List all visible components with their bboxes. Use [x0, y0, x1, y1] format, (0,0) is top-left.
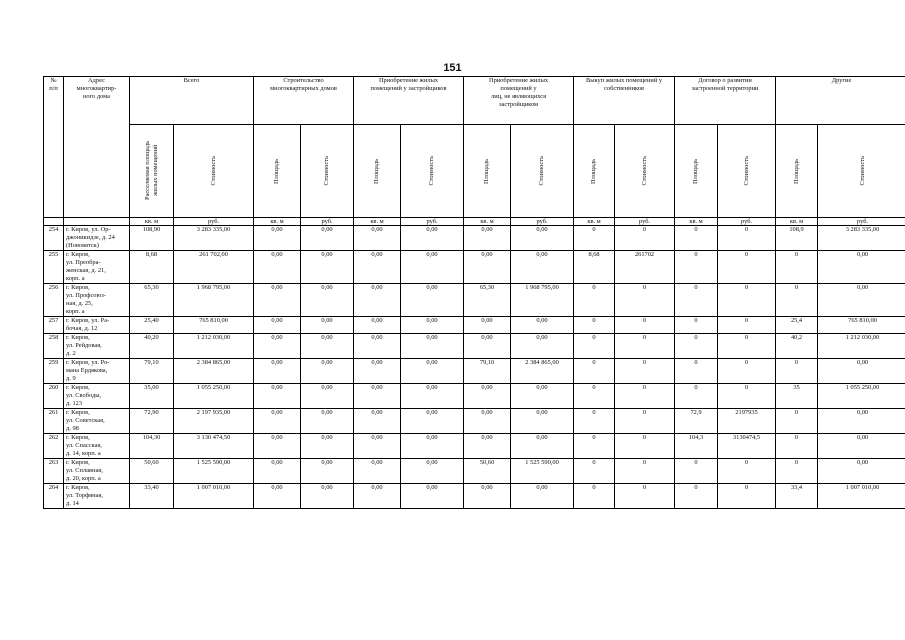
row-address: г. Киров, ул. Спасская, д. 14, корп. а — [64, 434, 130, 459]
cell-area: 0 — [776, 459, 818, 484]
row-address: г. Киров, ул. Ор- джоникидзе, д. 24 (Нововятск) — [64, 226, 130, 251]
cell-cost: 0,00 — [401, 459, 464, 484]
cell-area: 79,10 — [464, 359, 511, 384]
cell-area: 50,60 — [130, 459, 174, 484]
subheader-cost: Стоимость — [511, 125, 574, 218]
row-number: 258 — [44, 334, 64, 359]
subheader-area: Площадь — [464, 125, 511, 218]
cell-cost: 0,00 — [301, 409, 354, 434]
subheader-cost: Стоимость — [818, 125, 905, 218]
page-number: 151 — [443, 62, 462, 74]
cell-cost: 1 212 030,00 — [818, 334, 905, 359]
cell-cost: 0 — [615, 284, 675, 317]
cell-cost: 1 968 795,00 — [511, 284, 574, 317]
cell-cost: 2197935 — [718, 409, 776, 434]
row-address: г. Киров, ул. Профсоюз- ная, д. 25, корп. а — [64, 284, 130, 317]
cell-area: 0,00 — [464, 384, 511, 409]
cell-area: 8,68 — [574, 251, 615, 284]
cell-cost: 0 — [615, 434, 675, 459]
table-row — [44, 434, 905, 459]
cell-cost: 1 212 030,00 — [174, 334, 254, 359]
table-row — [44, 459, 905, 484]
header-address: Адрес многоквартир- ного дома — [64, 77, 130, 218]
cell-cost: 1 007 010,00 — [818, 484, 905, 509]
cell-area: 0,00 — [464, 226, 511, 251]
cell-cost: 2 384 865,00 — [511, 359, 574, 384]
cell-area: 0 — [675, 459, 718, 484]
cell-area: 0,00 — [464, 484, 511, 509]
row-address: г. Киров, ул. Сплавная, д. 20, корп. а — [64, 459, 130, 484]
cell-area: 0,00 — [254, 359, 301, 384]
row-number: 263 — [44, 459, 64, 484]
row-number: 264 — [44, 484, 64, 509]
row-address: г. Киров, ул. Свободы, д. 123 — [64, 384, 130, 409]
row-number: 261 — [44, 409, 64, 434]
cell-area: 0 — [776, 434, 818, 459]
row-address: г. Киров, ул. Преобра- женская, д. 21, корп. а — [64, 251, 130, 284]
cell-area: 0 — [574, 284, 615, 317]
cell-cost: 0,00 — [401, 334, 464, 359]
cell-cost: 0,00 — [301, 317, 354, 334]
unit-area: кв. м — [574, 218, 615, 226]
cell-area: 0 — [675, 251, 718, 284]
cell-area: 0 — [776, 251, 818, 284]
cell-area: 50,60 — [464, 459, 511, 484]
header-num: № п/п — [44, 77, 64, 218]
unit-area: кв. м — [254, 218, 301, 226]
table-row — [44, 334, 905, 359]
cell-cost: 0,00 — [401, 484, 464, 509]
cell-area: 0,00 — [254, 334, 301, 359]
subheader-area: Площадь — [776, 125, 818, 218]
cell-cost: 2 384 865,00 — [174, 359, 254, 384]
cell-area: 8,68 — [130, 251, 174, 284]
cell-cost: 3 130 474,50 — [174, 434, 254, 459]
cell-area: 25,4 — [776, 317, 818, 334]
unit-rub: руб. — [818, 218, 905, 226]
cell-area: 0,00 — [354, 484, 401, 509]
cell-area: 65,30 — [464, 284, 511, 317]
row-number: 254 — [44, 226, 64, 251]
table-row — [44, 384, 905, 409]
subheader-area: Площадь — [574, 125, 615, 218]
cell-area: 0 — [675, 317, 718, 334]
cell-cost: 0 — [615, 334, 675, 359]
cell-cost: 0 — [718, 359, 776, 384]
unit-rub: руб. — [401, 218, 464, 226]
cell-area: 0,00 — [464, 409, 511, 434]
cell-area: 0,00 — [254, 251, 301, 284]
header-group-purchase-non-developers: Приобретение жилых помещений у лиц, не являющихся застройщиком — [464, 77, 574, 125]
subheader-area: Площадь — [254, 125, 301, 218]
cell-cost: 0 — [615, 384, 675, 409]
cell-area: 0 — [675, 359, 718, 384]
cell-area: 0,00 — [254, 409, 301, 434]
cell-cost: 0,00 — [401, 384, 464, 409]
subheader-total-area: Расселяемая площадь жилых помещений — [130, 125, 174, 218]
cell-area: 0 — [776, 359, 818, 384]
cell-area: 0,00 — [354, 226, 401, 251]
header-group-total: Всего — [130, 77, 254, 125]
cell-cost: 0,00 — [511, 334, 574, 359]
row-number: 256 — [44, 284, 64, 317]
cell-area: 0,00 — [254, 317, 301, 334]
unit-area: кв. м — [464, 218, 511, 226]
subheader-cost: Стоимость — [301, 125, 354, 218]
cell-area: 0 — [574, 484, 615, 509]
cell-cost: 0 — [615, 359, 675, 384]
cell-cost: 0,00 — [401, 226, 464, 251]
cell-area: 0 — [574, 434, 615, 459]
cell-area: 0 — [574, 359, 615, 384]
unit-rub: руб. — [174, 218, 254, 226]
cell-area: 0 — [574, 459, 615, 484]
cell-area: 0 — [574, 226, 615, 251]
cell-area: 35,00 — [130, 384, 174, 409]
unit-area: кв. м — [776, 218, 818, 226]
cell-area: 0,00 — [464, 317, 511, 334]
cell-area: 35 — [776, 384, 818, 409]
cell-cost: 0 — [615, 317, 675, 334]
cell-cost: 261702 — [615, 251, 675, 284]
unit-rub: руб. — [511, 218, 574, 226]
cell-area: 25,40 — [130, 317, 174, 334]
cell-area: 0,00 — [354, 384, 401, 409]
cell-cost: 0,00 — [511, 409, 574, 434]
cell-area: 0,00 — [464, 334, 511, 359]
cell-cost: 765 810,00 — [818, 317, 905, 334]
header-group-construction: Строительство многоквартирных домов — [254, 77, 354, 125]
table-row — [44, 251, 905, 284]
cell-area: 0 — [776, 409, 818, 434]
cell-cost: 0,00 — [301, 284, 354, 317]
cell-cost: 0,00 — [301, 484, 354, 509]
cell-cost: 1 968 795,00 — [174, 284, 254, 317]
header-group-other: Другие — [776, 77, 905, 125]
cell-cost: 0,00 — [301, 384, 354, 409]
cell-cost: 1 055 250,00 — [174, 384, 254, 409]
cell-cost: 0 — [718, 334, 776, 359]
cell-cost: 0 — [615, 459, 675, 484]
header-group-development-contract: Договор о развитии застроенной территории — [675, 77, 776, 125]
cell-area: 65,30 — [130, 284, 174, 317]
cell-cost: 0,00 — [401, 409, 464, 434]
cell-area: 0,00 — [464, 251, 511, 284]
cell-area: 0 — [574, 334, 615, 359]
cell-area: 0,00 — [354, 317, 401, 334]
cell-cost: 0,00 — [401, 359, 464, 384]
cell-area: 33,40 — [130, 484, 174, 509]
units-empty — [44, 218, 64, 226]
cell-cost: 0,00 — [401, 317, 464, 334]
cell-area: 0 — [574, 384, 615, 409]
cell-cost: 0,00 — [301, 226, 354, 251]
row-address: г. Киров, ул. Торфяная, д. 14 — [64, 484, 130, 509]
cell-cost: 0,00 — [301, 434, 354, 459]
row-number: 260 — [44, 384, 64, 409]
cell-area: 0,00 — [254, 434, 301, 459]
unit-area: кв. м — [354, 218, 401, 226]
cell-cost: 0,00 — [818, 409, 905, 434]
row-address: г. Киров, ул. Ро- мана Ердякова, д. 9 — [64, 359, 130, 384]
cell-area: 79,10 — [130, 359, 174, 384]
subheader-cost: Стоимость — [615, 125, 675, 218]
cell-cost: 0,00 — [301, 251, 354, 284]
cell-cost: 3 283 335,00 — [174, 226, 254, 251]
cell-area: 0,00 — [254, 484, 301, 509]
cell-area: 0,00 — [464, 434, 511, 459]
cell-area: 72,9 — [675, 409, 718, 434]
cell-cost: 0,00 — [301, 359, 354, 384]
cell-area: 0 — [675, 226, 718, 251]
row-address: г. Киров, ул. Советская, д. 98 — [64, 409, 130, 434]
cell-cost: 0 — [718, 284, 776, 317]
cell-cost: 0,00 — [511, 251, 574, 284]
cell-area: 108,90 — [130, 226, 174, 251]
cell-cost: 0 — [718, 484, 776, 509]
unit-area: кв. м — [130, 218, 174, 226]
cell-cost: 0,00 — [511, 384, 574, 409]
cell-area: 72,90 — [130, 409, 174, 434]
cell-cost: 765 810,00 — [174, 317, 254, 334]
cell-area: 0,00 — [254, 226, 301, 251]
cell-area: 0 — [675, 334, 718, 359]
cell-cost: 0,00 — [401, 284, 464, 317]
subheader-area: Площадь — [354, 125, 401, 218]
cell-cost: 0 — [718, 226, 776, 251]
cell-area: 0 — [574, 317, 615, 334]
cell-area: 0 — [675, 384, 718, 409]
cell-cost: 0,00 — [818, 284, 905, 317]
table-row — [44, 409, 905, 434]
cell-area: 40,2 — [776, 334, 818, 359]
cell-cost: 0 — [718, 459, 776, 484]
cell-area: 0,00 — [254, 284, 301, 317]
cell-cost: 261 702,00 — [174, 251, 254, 284]
cell-area: 0,00 — [354, 359, 401, 384]
cell-area: 0 — [675, 284, 718, 317]
cell-cost: 1 007 010,00 — [174, 484, 254, 509]
cell-area: 104,3 — [675, 434, 718, 459]
cell-cost: 0 — [615, 226, 675, 251]
row-number: 259 — [44, 359, 64, 384]
subheader-cost: Стоимость — [174, 125, 254, 218]
cell-cost: 0,00 — [818, 434, 905, 459]
row-number: 262 — [44, 434, 64, 459]
cell-cost: 0 — [615, 409, 675, 434]
cell-cost: 2 197 935,00 — [174, 409, 254, 434]
cell-cost: 0,00 — [511, 434, 574, 459]
cell-cost: 0,00 — [818, 359, 905, 384]
resettlement-table — [43, 76, 905, 509]
cell-cost: 0,00 — [301, 334, 354, 359]
unit-area: кв. м — [675, 218, 718, 226]
cell-area: 40,20 — [130, 334, 174, 359]
header-group-purchase-developers: Приобретение жилых помещений у застройщиков — [354, 77, 464, 125]
table-row — [44, 484, 905, 509]
unit-rub: руб. — [301, 218, 354, 226]
header-group-buyout: Выкуп жилых помещений у собственников — [574, 77, 675, 125]
table-row — [44, 284, 905, 317]
cell-cost: 0 — [615, 484, 675, 509]
cell-cost: 0,00 — [401, 434, 464, 459]
cell-cost: 0 — [718, 317, 776, 334]
cell-cost: 0,00 — [401, 251, 464, 284]
unit-rub: руб. — [718, 218, 776, 226]
table-row — [44, 317, 905, 334]
cell-cost: 3130474,5 — [718, 434, 776, 459]
cell-cost: 0 — [718, 384, 776, 409]
cell-cost: 0,00 — [511, 317, 574, 334]
cell-area: 104,30 — [130, 434, 174, 459]
row-address: г. Киров, ул. Рейдовая, д. 2 — [64, 334, 130, 359]
units-empty — [64, 218, 130, 226]
cell-area: 0,00 — [254, 384, 301, 409]
cell-cost: 1 525 590,00 — [174, 459, 254, 484]
cell-cost: 0,00 — [818, 251, 905, 284]
cell-area: 0 — [776, 284, 818, 317]
row-address: г. Киров, ул. Ра- бочая, д. 12 — [64, 317, 130, 334]
cell-cost: 3 283 335,00 — [818, 226, 905, 251]
cell-area: 0 — [675, 484, 718, 509]
cell-area: 33,4 — [776, 484, 818, 509]
cell-area: 0,00 — [354, 334, 401, 359]
subheader-area: Площадь — [675, 125, 718, 218]
cell-cost: 0,00 — [301, 459, 354, 484]
cell-cost: 0,00 — [511, 484, 574, 509]
table-row — [44, 359, 905, 384]
table-row — [44, 226, 905, 251]
cell-cost: 0,00 — [818, 459, 905, 484]
cell-area: 0 — [574, 409, 615, 434]
cell-cost: 0 — [718, 251, 776, 284]
subheader-cost: Стоимость — [401, 125, 464, 218]
cell-area: 0,00 — [254, 459, 301, 484]
cell-cost: 1 525 590,00 — [511, 459, 574, 484]
row-number: 255 — [44, 251, 64, 284]
cell-area: 108,9 — [776, 226, 818, 251]
cell-cost: 0,00 — [511, 226, 574, 251]
cell-area: 0,00 — [354, 409, 401, 434]
unit-rub: руб. — [615, 218, 675, 226]
cell-area: 0,00 — [354, 434, 401, 459]
row-number: 257 — [44, 317, 64, 334]
cell-cost: 1 055 250,00 — [818, 384, 905, 409]
cell-area: 0,00 — [354, 251, 401, 284]
subheader-cost: Стоимость — [718, 125, 776, 218]
cell-area: 0,00 — [354, 284, 401, 317]
cell-area: 0,00 — [354, 459, 401, 484]
